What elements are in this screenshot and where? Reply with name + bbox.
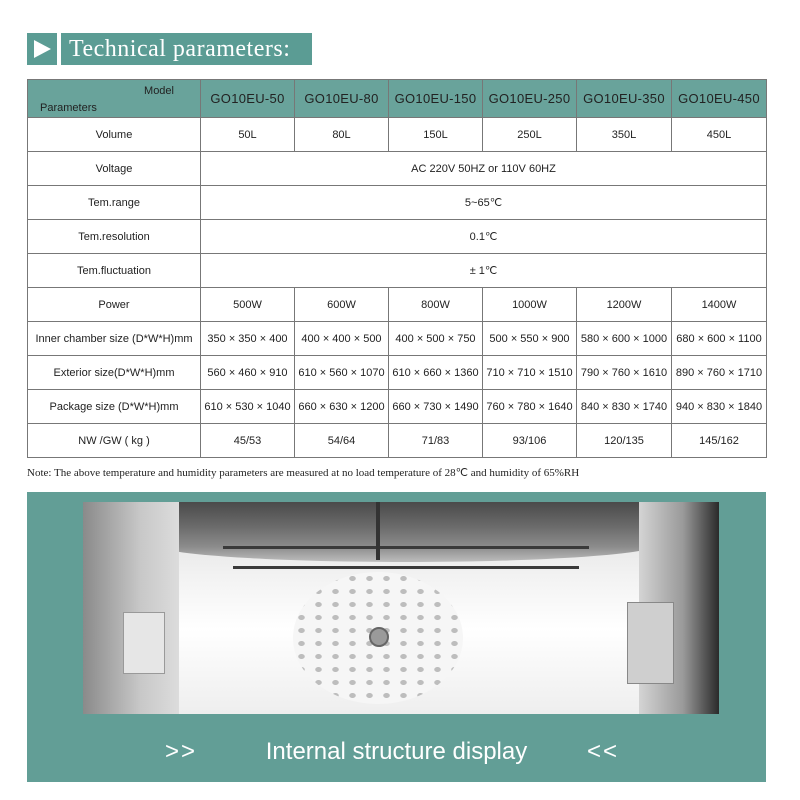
table-cell: 450L	[672, 118, 767, 152]
corner-parameters-label: Parameters	[40, 102, 97, 114]
model-header: GO10EU-450	[672, 80, 767, 118]
table-cell: 400 × 400 × 500	[295, 322, 389, 356]
table-cell: 1400W	[672, 288, 767, 322]
table-cell: 145/162	[672, 424, 767, 458]
table-cell: 71/83	[389, 424, 483, 458]
row-label: Voltage	[28, 152, 201, 186]
table-row	[28, 254, 767, 288]
row-label: Tem.fluctuation	[28, 254, 201, 288]
table-cell: 760 × 780 × 1640	[483, 390, 577, 424]
table-cell: 890 × 760 × 1710	[672, 356, 767, 390]
table-cell: 250L	[483, 118, 577, 152]
table-cell: 80L	[295, 118, 389, 152]
rail-shape	[223, 546, 589, 549]
table-row	[28, 288, 767, 322]
table-row	[28, 356, 767, 390]
rail-shape	[233, 566, 579, 569]
row-label: Tem.range	[28, 186, 201, 220]
table-cell: AC 220V 50HZ or 110V 60HZ	[201, 152, 767, 186]
table-row	[28, 118, 767, 152]
heater-tube-shape	[153, 502, 659, 562]
table-header-row	[28, 80, 767, 118]
left-wall-shape	[83, 502, 179, 714]
table-cell: 680 × 600 × 1100	[672, 322, 767, 356]
sensor-rod-shape	[376, 502, 380, 560]
table-row	[28, 424, 767, 458]
row-label: NW /GW ( kg )	[28, 424, 201, 458]
table-cell: 5~65℃	[201, 186, 767, 220]
table-cell: 500W	[201, 288, 295, 322]
row-label: Inner chamber size (D*W*H)mm	[28, 322, 201, 356]
table-cell: 840 × 830 × 1740	[577, 390, 672, 424]
row-label: Power	[28, 288, 201, 322]
left-arrows-icon: >>	[165, 738, 198, 765]
parameters-table	[27, 79, 767, 458]
model-header: GO10EU-50	[201, 80, 295, 118]
table-cell: 54/64	[295, 424, 389, 458]
table-cell: 45/53	[201, 424, 295, 458]
right-arrows-icon: <<	[587, 738, 620, 765]
footnote: Note: The above temperature and humidity parameters are measured at no load temperature of 28℃ and humidity of 65%RH	[27, 467, 580, 479]
model-header: GO10EU-250	[483, 80, 577, 118]
table-cell: 560 × 460 × 910	[201, 356, 295, 390]
table-cell: 350 × 350 × 400	[201, 322, 295, 356]
table-cell: 120/135	[577, 424, 672, 458]
table-cell: 150L	[389, 118, 483, 152]
table-cell: 790 × 760 × 1610	[577, 356, 672, 390]
chamber-interior-photo	[83, 502, 719, 714]
table-cell: 1200W	[577, 288, 672, 322]
table-row	[28, 322, 767, 356]
section-header	[27, 33, 312, 65]
table-cell: 400 × 500 × 750	[389, 322, 483, 356]
table-cell: 500 × 550 × 900	[483, 322, 577, 356]
table-cell: 1000W	[483, 288, 577, 322]
table-cell: 610 × 560 × 1070	[295, 356, 389, 390]
section-title: Technical parameters:	[61, 33, 312, 65]
corner-cell	[28, 80, 201, 118]
table-row	[28, 152, 767, 186]
table-cell: 580 × 600 × 1000	[577, 322, 672, 356]
model-header: GO10EU-150	[389, 80, 483, 118]
internal-structure-panel	[27, 492, 766, 782]
table-cell: 940 × 830 × 1840	[672, 390, 767, 424]
table-cell: 800W	[389, 288, 483, 322]
row-label: Exterior size(D*W*H)mm	[28, 356, 201, 390]
fan-hub-icon	[369, 627, 389, 647]
corner-model-label: Model	[144, 85, 174, 97]
shelf-bracket-right	[627, 602, 674, 684]
model-header: GO10EU-80	[295, 80, 389, 118]
table-cell: 0.1℃	[201, 220, 767, 254]
table-cell: 660 × 630 × 1200	[295, 390, 389, 424]
row-label: Volume	[28, 118, 201, 152]
table-row	[28, 186, 767, 220]
table-cell: 93/106	[483, 424, 577, 458]
table-cell: 710 × 710 × 1510	[483, 356, 577, 390]
table-row	[28, 220, 767, 254]
row-label: Package size (D*W*H)mm	[28, 390, 201, 424]
table-cell: 610 × 530 × 1040	[201, 390, 295, 424]
table-cell: 610 × 660 × 1360	[389, 356, 483, 390]
shelf-bracket-left	[123, 612, 165, 674]
table-cell: 600W	[295, 288, 389, 322]
model-header: GO10EU-350	[577, 80, 672, 118]
play-arrow-icon	[27, 33, 57, 65]
caption-text: Internal structure display	[265, 738, 528, 765]
row-label: Tem.resolution	[28, 220, 201, 254]
table-cell: 660 × 730 × 1490	[389, 390, 483, 424]
table-cell: 50L	[201, 118, 295, 152]
table-cell: 350L	[577, 118, 672, 152]
table-row	[28, 390, 767, 424]
table-cell: ± 1℃	[201, 254, 767, 288]
display-caption	[27, 732, 766, 772]
